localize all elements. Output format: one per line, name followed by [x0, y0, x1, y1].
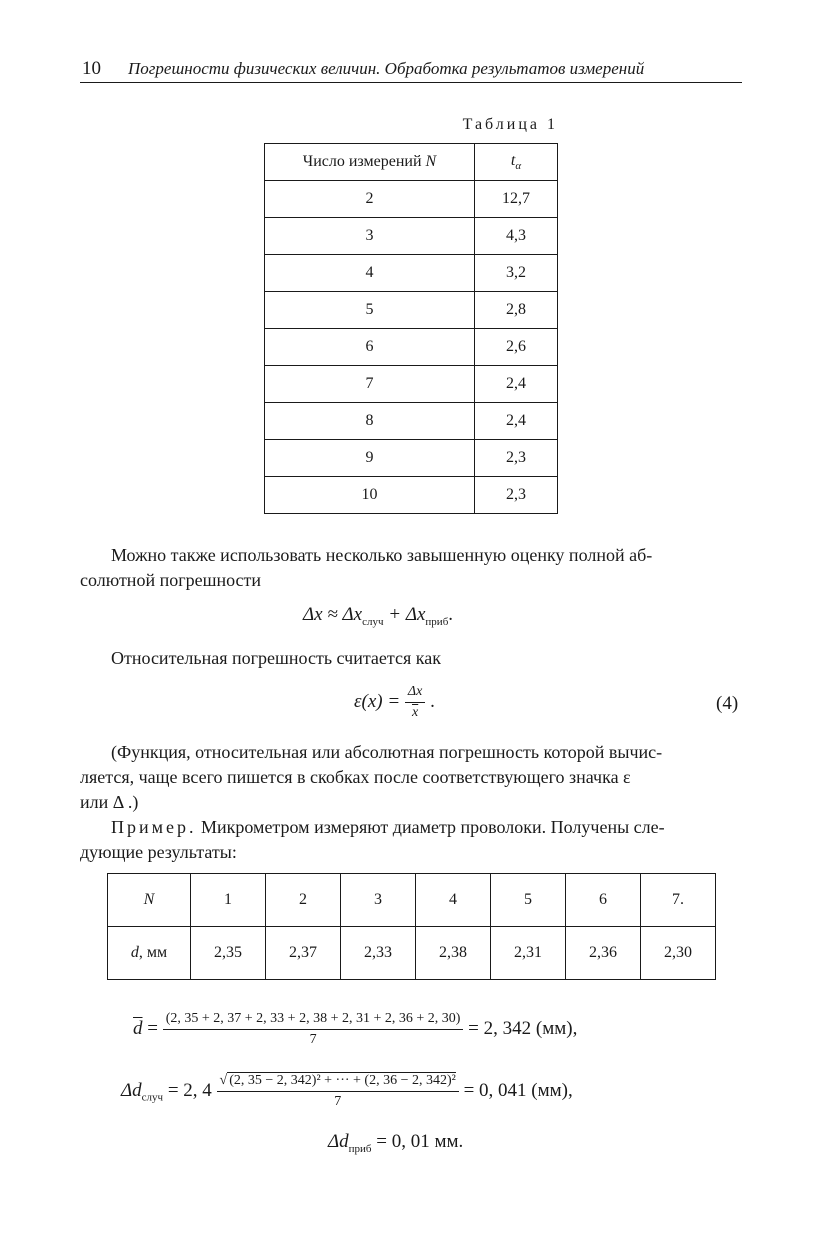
table-row: 2 12,7 [265, 181, 558, 218]
fraction: $\frac{(2, 35 + 2, 37 + 2, 33 + 2, 38 + 2, 31 + 2, 36 + 2, 30)}{7}$ [163, 1011, 464, 1048]
table2-header-n: N [108, 874, 191, 927]
formula-mean: $\overline{d}$ = $\frac{(2, 35 + 2, 37 + 2, 33 + 2, 38 + 2, 31 + 2, 36 + 2, 30)}{7}$ = 2, 342 (мм), [133, 1011, 578, 1047]
table-row: 9 2,3 [265, 440, 558, 477]
table-row: 4 3,2 [265, 255, 558, 292]
running-header [80, 56, 742, 83]
table1 [264, 143, 558, 514]
table1-caption: Таблица 1 [462, 116, 558, 133]
equation-number: (4) [716, 693, 739, 714]
paragraph-example: Пример. Микрометром измеряют диаметр проволоки. Получены сле- дующие результаты: [80, 817, 665, 862]
table2-header-d: d, мм [108, 927, 191, 980]
formula-relative-error: ε(x) = $\frac{\Delta x}{x}$ . [354, 684, 435, 720]
formula-total-error: $\Delta x \approx \Delta x_{случ} + \Delta x_{приб}$. [303, 604, 454, 628]
paragraph-function-note: (Функция, относительная или абсолютная погрешность которой вычис- ляется, чаще всего пишется в скобках после соответствующего значка ε или Δ .) [80, 742, 663, 812]
running-title: Погрешности физических величин. Обработка результатов измерений [128, 59, 645, 78]
table-row: 5 2,8 [265, 292, 558, 329]
fraction: $\frac{\text{√ (2, 35 − 2, 342)² + ··· + (2, 36 − 2, 342)²}}{7}$ [217, 1073, 459, 1110]
table-row: 7 2,4 [265, 366, 558, 403]
table2-measurements [107, 873, 716, 980]
page-number: 10 [82, 58, 101, 79]
formula-random-error: $\Delta d_{случ} = 2$, 4 $\frac{\text{√ (2, 35 − 2, 342)² + ··· + (2, 36 − 2, 342)²}}{7}$ = 0, 041 (мм), [121, 1073, 573, 1109]
formula-instrument-error: $\Delta d_{приб} = 0$, 01 мм. [328, 1131, 464, 1155]
paragraph-relative: Относительная погрешность считается как [111, 648, 441, 668]
table-row: 3 4,3 [265, 218, 558, 255]
example-label: Пример. [111, 817, 197, 837]
table-row: 8 2,4 [265, 403, 558, 440]
table-row: 10 2,3 [265, 477, 558, 514]
table1-header-n: Число измерений N [265, 144, 475, 181]
table1-header-t: $t_\alpha$ [475, 144, 558, 181]
table1-header-row [265, 144, 558, 181]
paragraph-estimate: Можно также использовать несколько завышенную оценку полной аб- солютной погрешности [80, 545, 653, 590]
table2-row-n: N 1 2 3 4 5 6 7. [108, 874, 716, 927]
fraction: $\frac{\Delta x}{x}$ [405, 684, 425, 721]
sqrt-icon: √ [219, 1073, 228, 1088]
table2-row-d: d, мм 2,35 2,37 2,33 2,38 2,31 2,36 2,30 [108, 927, 716, 980]
table-row: 6 2,6 [265, 329, 558, 366]
